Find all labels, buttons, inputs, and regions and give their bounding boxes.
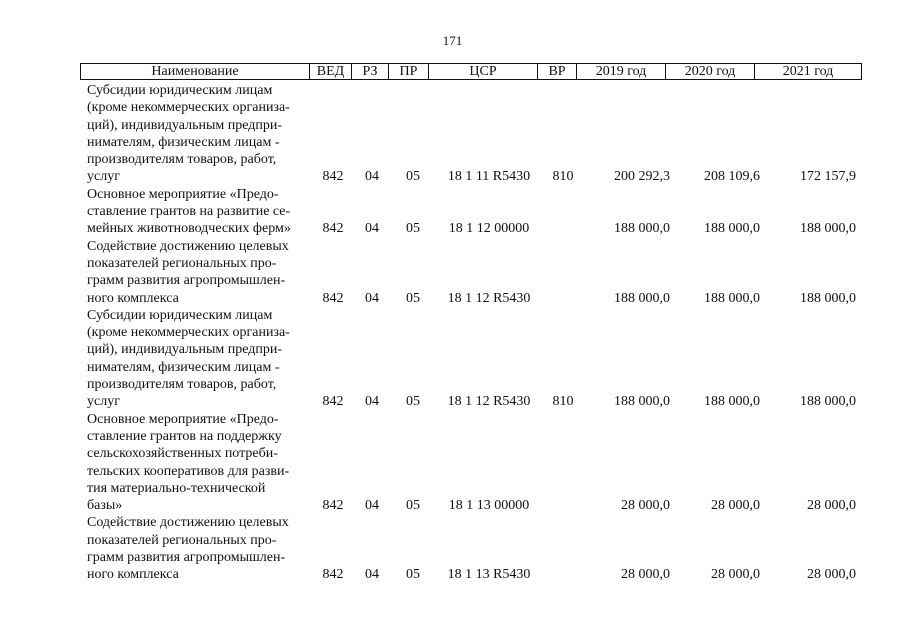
column-header-2019: 2019 год xyxy=(577,64,666,79)
row-value-2019: 188 000,0 xyxy=(614,394,670,410)
column-header-2020: 2020 год xyxy=(666,64,755,79)
row-pr: 05 xyxy=(406,498,420,514)
row-rz: 04 xyxy=(365,498,379,514)
row-name: Субсидии юридическим лицам (кроме некоммерческих организа- ций), индивидуальным предпри- нимателям, физическим лицам - производителям товаров, работ, услуг xyxy=(87,83,290,185)
row-pr: 05 xyxy=(406,567,420,583)
row-value-2021: 28 000,0 xyxy=(807,567,856,583)
row-value-2021: 188 000,0 xyxy=(800,290,856,306)
row-name: Содействие достижению целевых показателей региональных про- грамм развития агропромышлен- ного комплекса xyxy=(87,515,289,583)
row-name: Основное мероприятие «Предо- ставление грантов на развитие се- мейных животноводческих ферм» xyxy=(87,186,291,237)
column-header-vr: ВР xyxy=(538,64,577,79)
row-value-2020: 188 000,0 xyxy=(704,394,760,410)
row-vr: 810 xyxy=(552,169,574,185)
column-header-name: Наименование xyxy=(81,64,310,79)
row-name: Содействие достижению целевых показателей региональных про- грамм развития агропромышлен- ного комплекса xyxy=(87,238,289,306)
row-ved: 842 xyxy=(322,567,344,583)
table-row xyxy=(0,514,905,583)
row-rz: 04 xyxy=(365,169,379,185)
row-pr: 05 xyxy=(406,169,420,185)
row-value-2019: 28 000,0 xyxy=(621,567,670,583)
row-value-2020: 188 000,0 xyxy=(704,290,760,306)
row-value-2020: 188 000,0 xyxy=(704,221,760,237)
row-rz: 04 xyxy=(365,567,379,583)
row-ved: 842 xyxy=(322,169,344,185)
column-header-csr: ЦСР xyxy=(429,64,538,79)
table-row xyxy=(0,186,905,238)
column-header-ved: ВЕД xyxy=(310,64,352,79)
row-pr: 05 xyxy=(406,290,420,306)
table-row xyxy=(0,411,905,515)
column-header-rz: РЗ xyxy=(352,64,389,79)
row-csr: 18 1 13 R5430 xyxy=(447,567,531,583)
table-body xyxy=(0,82,905,584)
column-header-2021: 2021 год xyxy=(782,64,834,79)
row-pr: 05 xyxy=(406,221,420,237)
row-pr: 05 xyxy=(406,394,420,410)
row-rz: 04 xyxy=(365,290,379,306)
row-value-2019: 188 000,0 xyxy=(614,221,670,237)
row-name: Основное мероприятие «Предо- ставление грантов на поддержку сельскохозяйственных потреби- тельских кооперативов для разви- тия материально-технической базы» xyxy=(87,411,290,514)
row-ved: 842 xyxy=(322,394,344,410)
row-rz: 04 xyxy=(365,221,379,237)
row-value-2019: 188 000,0 xyxy=(614,290,670,306)
row-value-2021: 188 000,0 xyxy=(800,221,856,237)
table-row xyxy=(0,82,905,186)
row-csr: 18 1 13 00000 xyxy=(448,498,530,514)
row-value-2021: 188 000,0 xyxy=(800,394,856,410)
row-value-2021: 28 000,0 xyxy=(807,498,856,514)
row-ved: 842 xyxy=(322,290,344,306)
row-name: Субсидии юридическим лицам (кроме некоммерческих организа- ций), индивидуальным предпри- нимателям, физическим лицам - производителям товаров, работ, услуг xyxy=(87,307,290,410)
row-value-2021: 172 157,9 xyxy=(800,169,856,185)
row-csr: 18 1 11 R5430 xyxy=(447,169,531,185)
page-number: 171 xyxy=(442,33,463,48)
row-vr: 810 xyxy=(552,394,574,410)
row-value-2019: 200 292,3 xyxy=(614,169,670,185)
column-header-pr: ПР xyxy=(389,64,429,79)
row-csr: 18 1 12 R5430 xyxy=(447,394,531,410)
row-csr: 18 1 12 00000 xyxy=(448,221,530,237)
row-ved: 842 xyxy=(322,221,344,237)
row-ved: 842 xyxy=(322,498,344,514)
row-value-2020: 208 109,6 xyxy=(704,169,760,185)
row-rz: 04 xyxy=(365,394,379,410)
row-value-2020: 28 000,0 xyxy=(711,498,760,514)
table-header xyxy=(80,63,862,80)
table-row xyxy=(0,307,905,411)
row-value-2019: 28 000,0 xyxy=(621,498,670,514)
row-value-2020: 28 000,0 xyxy=(711,567,760,583)
row-csr: 18 1 12 R5430 xyxy=(447,290,531,306)
table-row xyxy=(0,238,905,307)
